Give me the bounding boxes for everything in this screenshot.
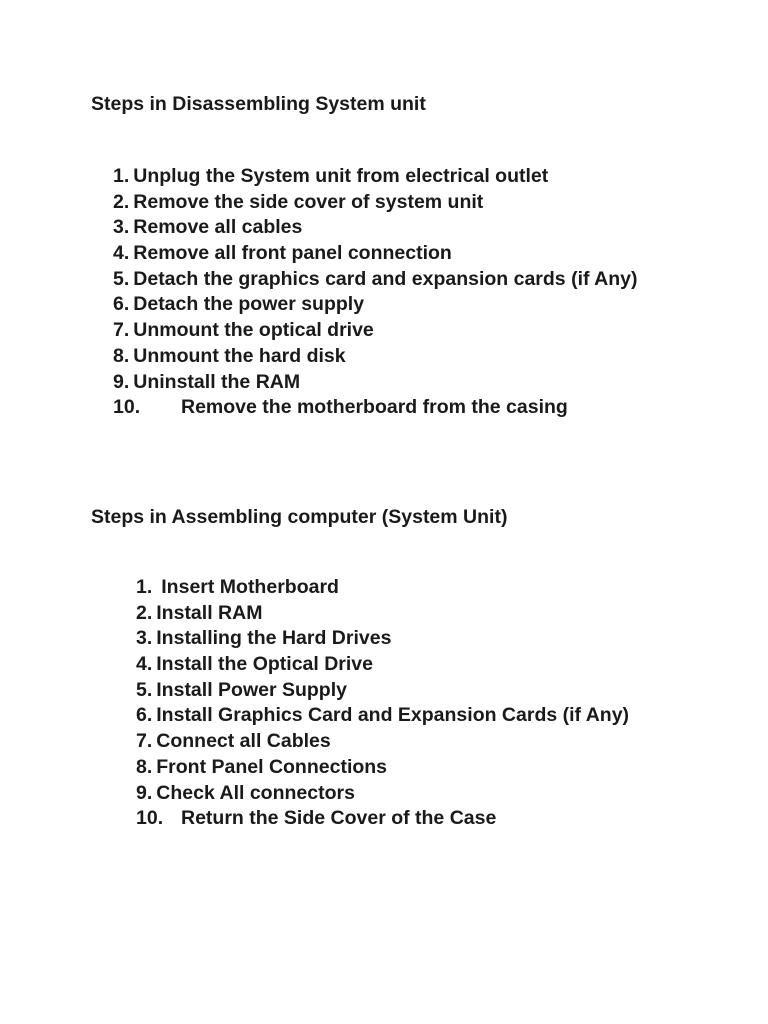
step-number: 4. bbox=[113, 242, 130, 265]
disassembly-step bbox=[113, 164, 638, 190]
step-number: 2. bbox=[136, 601, 153, 624]
step-text: Install the Optical Drive bbox=[156, 653, 373, 676]
step-number: 5. bbox=[136, 678, 153, 701]
assembly-step bbox=[136, 781, 629, 807]
step-number: 7. bbox=[113, 319, 130, 342]
disassembly-step bbox=[113, 370, 638, 396]
step-text: Front Panel Connections bbox=[156, 755, 388, 778]
step-text: Check All connectors bbox=[156, 781, 355, 804]
step-number: 3. bbox=[113, 216, 130, 239]
step-text: Install Graphics Card and Expansion Cards (if Any) bbox=[156, 704, 630, 727]
step-number: 6. bbox=[136, 704, 153, 727]
disassembly-step bbox=[113, 215, 638, 241]
step-text: Remove all front panel connection bbox=[133, 242, 452, 265]
assembly-step bbox=[136, 729, 629, 755]
step-number: 7. bbox=[136, 730, 153, 753]
disassembly-step bbox=[113, 318, 638, 344]
disassembly-step bbox=[113, 241, 638, 267]
step-number: 2. bbox=[113, 190, 130, 213]
step-text: Unmount the optical drive bbox=[133, 319, 374, 342]
assembly-step bbox=[136, 626, 629, 652]
assembly-step bbox=[136, 678, 629, 704]
step-text: Uninstall the RAM bbox=[133, 370, 301, 393]
step-number: 8. bbox=[113, 344, 130, 367]
disassembly-step bbox=[113, 395, 638, 421]
step-number: 9. bbox=[113, 370, 130, 393]
step-number: 5. bbox=[113, 267, 130, 290]
step-text: Detach the graphics card and expansion cards (if Any) bbox=[133, 267, 638, 290]
assembly-step bbox=[136, 575, 629, 601]
step-number: 4. bbox=[136, 653, 153, 676]
step-number: 10. bbox=[136, 807, 164, 830]
step-number: 6. bbox=[113, 293, 130, 316]
assembly-step bbox=[136, 652, 629, 678]
disassembly-step bbox=[113, 292, 638, 318]
assembly-step bbox=[136, 755, 629, 781]
step-number: 1. bbox=[136, 576, 153, 598]
step-text: Remove the motherboard from the casing bbox=[181, 396, 568, 419]
disassembly-step bbox=[113, 344, 638, 370]
step-text: Return the Side Cover of the Case bbox=[181, 807, 497, 830]
step-text: Detach the power supply bbox=[133, 293, 365, 316]
assembly-step bbox=[136, 703, 629, 729]
step-number: 10. bbox=[113, 396, 141, 419]
step-text: Install RAM bbox=[156, 601, 263, 624]
step-number: 1. bbox=[113, 165, 130, 187]
assembly-step bbox=[136, 806, 629, 832]
step-text: Connect all Cables bbox=[156, 730, 331, 753]
disassembly-step bbox=[113, 267, 638, 293]
assembly-steps-list bbox=[136, 575, 629, 832]
step-text: Installing the Hard Drives bbox=[156, 627, 392, 650]
disassembly-steps-list bbox=[113, 164, 638, 421]
disassembly-step bbox=[113, 190, 638, 216]
disassembly-heading: Steps in Disassembling System unit bbox=[91, 93, 426, 115]
assembly-step bbox=[136, 601, 629, 627]
step-number: 3. bbox=[136, 627, 153, 650]
step-text: Insert Motherboard bbox=[161, 576, 339, 598]
step-text: Unplug the System unit from electrical outlet bbox=[133, 165, 549, 187]
step-text: Unmount the hard disk bbox=[133, 344, 346, 367]
step-text: Install Power Supply bbox=[156, 678, 347, 701]
step-number: 8. bbox=[136, 755, 153, 778]
assembly-heading: Steps in Assembling computer (System Unit) bbox=[91, 506, 508, 528]
step-number: 9. bbox=[136, 781, 153, 804]
step-text: Remove the side cover of system unit bbox=[133, 190, 484, 213]
step-text: Remove all cables bbox=[133, 216, 303, 239]
